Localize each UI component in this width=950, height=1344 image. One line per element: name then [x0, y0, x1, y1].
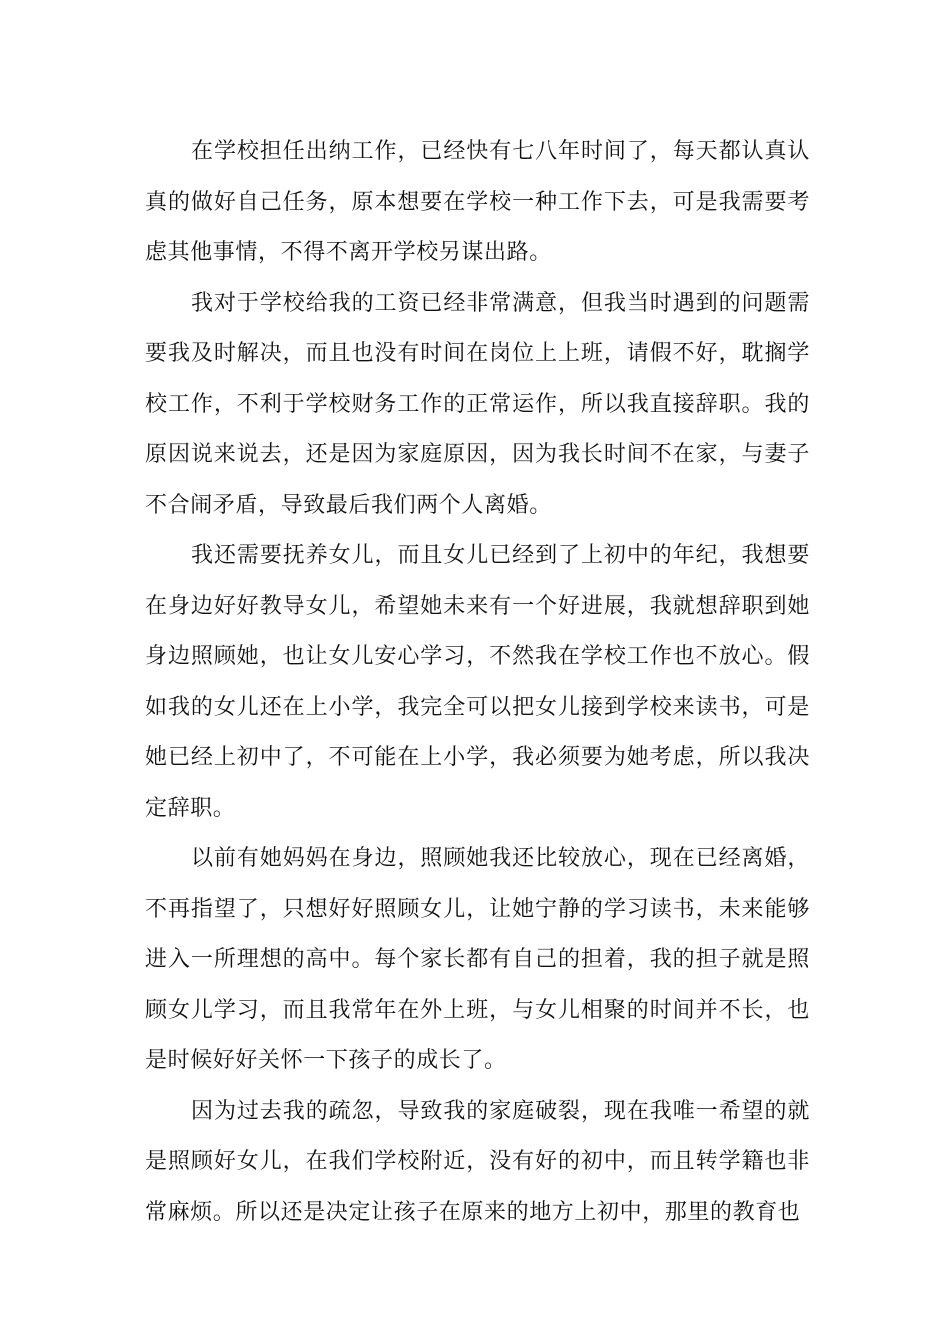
document-body [145, 127, 810, 1238]
paragraph-2: 我对于学校给我的工资已经非常满意，但我当时遇到的问题需要我及时解决，而且也没有时间在岗位上上班，请假不好，耽搁学校工作，不利于学校财务工作的正常运作，所以我直接辞职。我的原因说来说去，还是因为家庭原因，因为我长时间不在家，与妻子不合闹矛盾，导致最后我们两个人离婚。 [145, 290, 810, 518]
paragraph-1: 在学校担任出纳工作，已经快有七八年时间了，每天都认真认真的做好自己任务，原本想要在学校一种工作下去，可是我需要考虑其他事情，不得不离开学校另谋出路。 [145, 139, 810, 265]
paragraph-5: 因为过去我的疏忽，导致我的家庭破裂，现在我唯一希望的就是照顾好女儿，在我们学校附近，没有好的初中，而且转学籍也非常麻烦。所以还是决定让孩子在原来的地方上初中，那里的教育也 [145, 1098, 810, 1225]
paragraph-4: 以前有她妈妈在身边，照顾她我还比较放心，现在已经离婚，不再指望了，只想好好照顾女儿，让她宁静的学习读书，未来能够进入一所理想的高中。每个家长都有自己的担着，我的担子就是照顾女儿学习，而且我常年在外上班，与女儿相聚的时间并不长，也是时候好好关怀一下孩子的成长了。 [145, 846, 810, 1073]
paragraph-3: 我还需要抚养女儿，而且女儿已经到了上初中的年纪，我想要在身边好好教导女儿，希望她未来有一个好进展，我就想辞职到她身边照顾她，也让女儿安心学习，不然我在学校工作也不放心。假如我的女儿还在上小学，我完全可以把女儿接到学校来读书，可是她已经上初中了，不可能在上小学，我必须要为她考虑，所以我决定辞职。 [145, 543, 810, 821]
